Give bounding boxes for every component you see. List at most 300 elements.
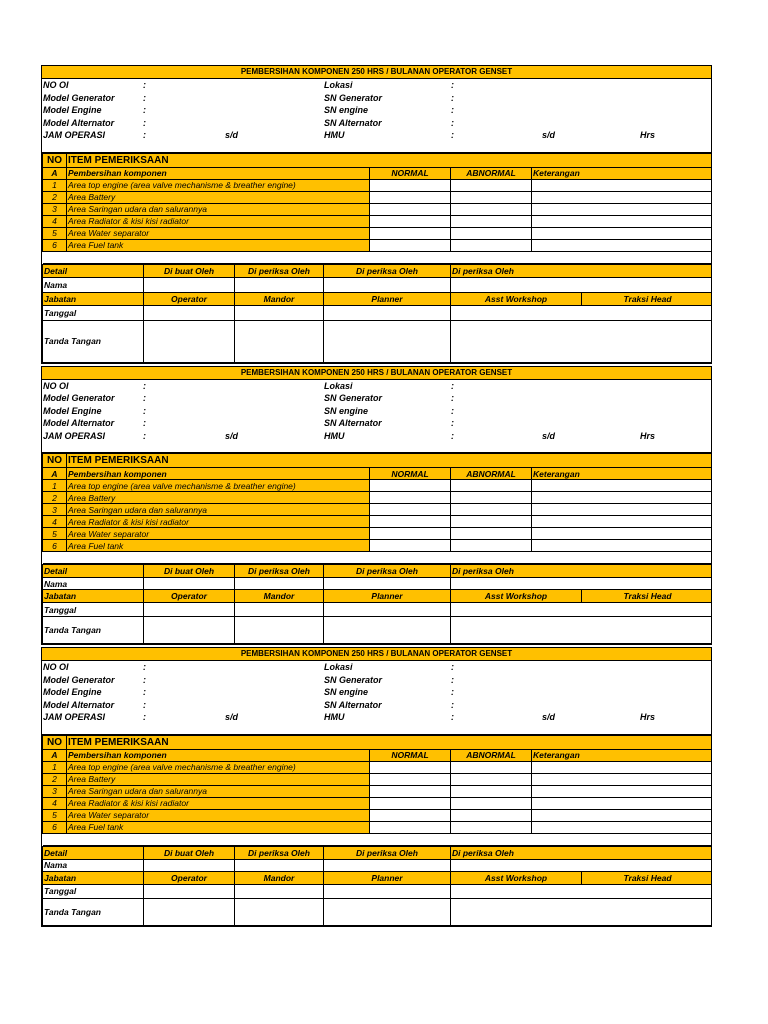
role-traksi-head: Traksi Head [582, 292, 713, 305]
signoff-tanda-tangan-row [43, 320, 713, 362]
signoff-table [42, 564, 712, 644]
normal-check-cell[interactable] [370, 179, 451, 191]
colon: : [143, 712, 146, 722]
label-tanda-tangan: Tanda Tangan [43, 320, 144, 362]
item-number: 2 [43, 191, 67, 203]
tanggal-operator-field[interactable] [144, 884, 235, 898]
section-label: Pembersihan komponen [67, 167, 370, 179]
normal-header: NORMAL [370, 749, 451, 761]
info-row-model-alternator [42, 117, 711, 130]
signoff-nama-row [43, 277, 713, 292]
keterangan-field[interactable] [532, 492, 713, 504]
role-operator: Operator [144, 292, 235, 305]
tanggal-asst-traksi-field[interactable] [451, 603, 713, 617]
form-title: PEMBERSIHAN KOMPONEN 250 HRS / BULANAN OPERATOR GENSET [42, 367, 711, 380]
label-di-periksa-oleh: Di periksa Oleh [451, 846, 713, 859]
check-item-row [43, 203, 713, 215]
keterangan-header: Keterangan [532, 749, 713, 761]
label-lokasi: Lokasi [324, 662, 353, 672]
info-row-no-oi [42, 661, 711, 674]
signature-mandor-field[interactable] [235, 617, 324, 644]
abnormal-check-cell[interactable] [451, 203, 532, 215]
normal-check-cell[interactable] [370, 239, 451, 251]
role-planner: Planner [324, 590, 451, 603]
item-number: 3 [43, 504, 67, 516]
item-header: ITEM PEMERIKSAAN [67, 153, 713, 167]
label-hmu: HMU [324, 430, 345, 441]
label-jam-operasi: JAM OPERASI [43, 130, 106, 140]
keterangan-field[interactable] [532, 179, 713, 191]
abnormal-check-cell[interactable] [451, 516, 532, 528]
label-sd: s/d [542, 712, 556, 722]
item-label: Area top engine (area valve mechanisme & breather engine) [67, 179, 370, 191]
label-model-alternator: Model Alternator [43, 117, 115, 128]
normal-check-cell[interactable] [370, 516, 451, 528]
label-nama: Nama [43, 578, 144, 590]
normal-check-cell[interactable] [370, 821, 451, 833]
keterangan-field[interactable] [532, 821, 713, 833]
label-tanda-tangan: Tanda Tangan [43, 617, 144, 644]
keterangan-field[interactable] [532, 761, 713, 773]
tanggal-planner-field[interactable] [324, 305, 451, 320]
keterangan-field[interactable] [532, 191, 713, 203]
label-sn-alternator: SN Alternator [324, 117, 382, 128]
keterangan-field[interactable] [532, 809, 713, 821]
abnormal-check-cell[interactable] [451, 179, 532, 191]
info-block [42, 661, 711, 735]
nama-planner-field[interactable] [324, 578, 451, 590]
signature-mandor-field[interactable] [235, 320, 324, 362]
normal-check-cell[interactable] [370, 191, 451, 203]
label-sn-generator: SN Generator [324, 674, 383, 685]
colon: : [451, 712, 454, 722]
abnormal-header: ABNORMAL [451, 468, 532, 480]
check-item-row [43, 785, 713, 797]
item-label: Area Saringan udara dan salurannya [67, 203, 370, 215]
signature-planner-field[interactable] [324, 617, 451, 644]
info-row-no-oi [42, 380, 711, 393]
colon: : [451, 662, 454, 672]
signature-planner-field[interactable] [324, 320, 451, 362]
item-label: Area Fuel tank [67, 540, 370, 552]
signoff-jabatan-row [43, 871, 713, 884]
inspection-form [41, 65, 712, 364]
table-spacer-row [43, 552, 713, 564]
normal-check-cell[interactable] [370, 797, 451, 809]
label-jabatan: Jabatan [43, 292, 144, 305]
abnormal-check-cell[interactable] [451, 797, 532, 809]
info-row-no-oi [42, 79, 711, 92]
check-item-row [43, 492, 713, 504]
colon: : [451, 699, 454, 710]
label-nama: Nama [43, 859, 144, 871]
item-label: Area Water separator [67, 528, 370, 540]
colon: : [451, 687, 454, 697]
label-di-periksa-oleh: Di periksa Oleh [324, 264, 451, 277]
nama-operator-field[interactable] [144, 578, 235, 590]
normal-check-cell[interactable] [370, 785, 451, 797]
inspection-table [42, 153, 712, 264]
colon: : [451, 117, 454, 128]
normal-check-cell[interactable] [370, 492, 451, 504]
section-letter: A [43, 468, 67, 480]
abnormal-check-cell[interactable] [451, 785, 532, 797]
keterangan-field[interactable] [532, 480, 713, 492]
signoff-tanda-tangan-row [43, 898, 713, 925]
label-model-generator: Model Generator [43, 393, 115, 403]
label-sn-alternator: SN Alternator [324, 699, 382, 710]
signature-asst-traksi-field[interactable] [451, 617, 713, 644]
item-label: Area Water separator [67, 227, 370, 239]
abnormal-check-cell[interactable] [451, 809, 532, 821]
tanggal-mandor-field[interactable] [235, 305, 324, 320]
items-body [43, 179, 713, 251]
signoff-tanggal-row [43, 603, 713, 617]
colon: : [143, 674, 146, 685]
signature-operator-field[interactable] [144, 898, 235, 925]
table-header-row [43, 735, 713, 749]
inspection-form [41, 647, 712, 927]
label-di-periksa-oleh: Di periksa Oleh [451, 565, 713, 578]
role-mandor: Mandor [235, 871, 324, 884]
label-sd: s/d [542, 130, 556, 140]
label-jam-operasi: JAM OPERASI [43, 712, 106, 722]
tanggal-asst-traksi-field[interactable] [451, 884, 713, 898]
section-row [43, 468, 713, 480]
signoff-tanggal-row [43, 305, 713, 320]
label-sn-engine: SN engine [324, 687, 369, 697]
label-di-periksa-oleh: Di periksa Oleh [324, 846, 451, 859]
item-number: 2 [43, 773, 67, 785]
label-model-engine: Model Engine [43, 405, 102, 416]
label-hrs: Hrs [640, 712, 656, 722]
colon: : [451, 92, 454, 103]
inspection-table [42, 453, 712, 564]
info-row-model-generator [42, 674, 711, 687]
items-body [43, 480, 713, 552]
role-mandor: Mandor [235, 590, 324, 603]
abnormal-check-cell[interactable] [451, 191, 532, 203]
nama-mandor-field[interactable] [235, 277, 324, 292]
label-jam-operasi: JAM OPERASI [43, 430, 106, 441]
table-header-row [43, 454, 713, 468]
colon: : [451, 405, 454, 416]
label-sn-generator: SN Generator [324, 92, 383, 103]
check-item-row [43, 540, 713, 552]
abnormal-check-cell[interactable] [451, 821, 532, 833]
nama-mandor-field[interactable] [235, 578, 324, 590]
keterangan-field[interactable] [532, 528, 713, 540]
abnormal-check-cell[interactable] [451, 761, 532, 773]
label-di-buat-oleh: Di buat Oleh [144, 264, 235, 277]
label-di-periksa-oleh: Di periksa Oleh [324, 565, 451, 578]
item-number: 6 [43, 239, 67, 251]
signoff-jabatan-row [43, 590, 713, 603]
colon: : [143, 662, 146, 672]
abnormal-check-cell[interactable] [451, 215, 532, 227]
label-model-generator: Model Generator [43, 674, 115, 685]
colon: : [143, 80, 146, 90]
tanggal-mandor-field[interactable] [235, 884, 324, 898]
abnormal-check-cell[interactable] [451, 227, 532, 239]
keterangan-field[interactable] [532, 785, 713, 797]
role-planner: Planner [324, 292, 451, 305]
normal-header: NORMAL [370, 167, 451, 179]
keterangan-field[interactable] [532, 227, 713, 239]
colon: : [451, 80, 454, 90]
label-sd: s/d [542, 430, 556, 441]
signoff-tanda-tangan-row [43, 617, 713, 644]
check-item-row [43, 480, 713, 492]
signoff-tanggal-row [43, 884, 713, 898]
check-item-row [43, 215, 713, 227]
label-di-periksa-oleh: Di periksa Oleh [235, 565, 324, 578]
normal-check-cell[interactable] [370, 540, 451, 552]
info-row-model-alternator [42, 417, 711, 430]
colon: : [143, 430, 146, 441]
colon: : [143, 393, 146, 403]
item-label: Area Radiator & kisi kisi radiator [67, 215, 370, 227]
keterangan-field[interactable] [532, 540, 713, 552]
role-operator: Operator [144, 590, 235, 603]
item-number: 6 [43, 821, 67, 833]
item-number: 5 [43, 809, 67, 821]
label-di-buat-oleh: Di buat Oleh [144, 565, 235, 578]
tanggal-planner-field[interactable] [324, 603, 451, 617]
normal-check-cell[interactable] [370, 227, 451, 239]
colon: : [451, 674, 454, 685]
tanggal-operator-field[interactable] [144, 305, 235, 320]
keterangan-header: Keterangan [532, 167, 713, 179]
keterangan-header: Keterangan [532, 468, 713, 480]
item-number: 4 [43, 215, 67, 227]
signoff-detail-row [43, 565, 713, 578]
nama-asst-traksi-field[interactable] [451, 277, 713, 292]
label-jabatan: Jabatan [43, 871, 144, 884]
nama-asst-traksi-field[interactable] [451, 578, 713, 590]
label-no-oi: NO OI [43, 80, 69, 90]
tanggal-operator-field[interactable] [144, 603, 235, 617]
keterangan-field[interactable] [532, 797, 713, 809]
abnormal-header: ABNORMAL [451, 749, 532, 761]
check-item-row [43, 773, 713, 785]
spacer [42, 442, 711, 453]
item-number: 1 [43, 480, 67, 492]
colon: : [143, 380, 146, 391]
abnormal-check-cell[interactable] [451, 773, 532, 785]
check-item-row [43, 504, 713, 516]
signoff-nama-row [43, 578, 713, 590]
no-header: NO [43, 735, 67, 749]
check-item-row [43, 516, 713, 528]
keterangan-field[interactable] [532, 773, 713, 785]
section-row [43, 749, 713, 761]
item-label: Area Battery [67, 191, 370, 203]
abnormal-check-cell[interactable] [451, 540, 532, 552]
nama-operator-field[interactable] [144, 277, 235, 292]
form-title: PEMBERSIHAN KOMPONEN 250 HRS / BULANAN OPERATOR GENSET [42, 66, 711, 79]
colon: : [143, 699, 146, 710]
colon: : [143, 117, 146, 128]
table-spacer-row [43, 251, 713, 263]
label-hmu: HMU [324, 130, 345, 140]
item-label: Area top engine (area valve mechanisme & breather engine) [67, 480, 370, 492]
label-detail: Detail [43, 565, 144, 578]
check-item-row [43, 179, 713, 191]
item-number: 6 [43, 540, 67, 552]
label-di-buat-oleh: Di buat Oleh [144, 846, 235, 859]
label-model-engine: Model Engine [43, 105, 102, 115]
item-number: 4 [43, 797, 67, 809]
label-lokasi: Lokasi [324, 380, 353, 391]
abnormal-check-cell[interactable] [451, 239, 532, 251]
spacer [42, 724, 711, 735]
role-traksi-head: Traksi Head [582, 871, 713, 884]
section-row [43, 167, 713, 179]
label-tanggal: Tanggal [43, 305, 144, 320]
nama-planner-field[interactable] [324, 859, 451, 871]
info-block [42, 79, 711, 153]
label-sn-engine: SN engine [324, 105, 369, 115]
nama-mandor-field[interactable] [235, 859, 324, 871]
signature-mandor-field[interactable] [235, 898, 324, 925]
abnormal-check-cell[interactable] [451, 528, 532, 540]
label-sd: s/d [225, 430, 239, 441]
signoff-jabatan-row [43, 292, 713, 305]
item-label: Area Radiator & kisi kisi radiator [67, 797, 370, 809]
normal-check-cell[interactable] [370, 809, 451, 821]
item-label: Area Water separator [67, 809, 370, 821]
role-mandor: Mandor [235, 292, 324, 305]
normal-check-cell[interactable] [370, 773, 451, 785]
check-item-row [43, 239, 713, 251]
nama-asst-traksi-field[interactable] [451, 859, 713, 871]
tanggal-asst-traksi-field[interactable] [451, 305, 713, 320]
label-sd: s/d [225, 130, 239, 140]
role-asst-workshop: Asst Workshop [451, 590, 582, 603]
item-header: ITEM PEMERIKSAAN [67, 454, 713, 468]
colon: : [143, 105, 146, 115]
item-label: Area Fuel tank [67, 821, 370, 833]
abnormal-check-cell[interactable] [451, 480, 532, 492]
abnormal-header: ABNORMAL [451, 167, 532, 179]
section-letter: A [43, 749, 67, 761]
label-sn-generator: SN Generator [324, 393, 383, 403]
item-label: Area Saringan udara dan salurannya [67, 785, 370, 797]
tanggal-mandor-field[interactable] [235, 603, 324, 617]
info-block [42, 380, 711, 454]
label-sn-engine: SN engine [324, 405, 369, 416]
normal-check-cell[interactable] [370, 761, 451, 773]
nama-operator-field[interactable] [144, 859, 235, 871]
colon: : [143, 130, 146, 140]
label-detail: Detail [43, 264, 144, 277]
role-asst-workshop: Asst Workshop [451, 871, 582, 884]
label-tanda-tangan: Tanda Tangan [43, 898, 144, 925]
label-tanggal: Tanggal [43, 603, 144, 617]
check-item-row [43, 528, 713, 540]
item-label: Area top engine (area valve mechanisme & breather engine) [67, 761, 370, 773]
keterangan-field[interactable] [532, 239, 713, 251]
keterangan-field[interactable] [532, 504, 713, 516]
item-header: ITEM PEMERIKSAAN [67, 735, 713, 749]
label-sn-alternator: SN Alternator [324, 418, 382, 428]
section-letter: A [43, 167, 67, 179]
label-sd: s/d [225, 712, 239, 722]
info-row-model-engine [42, 104, 711, 117]
form-title: PEMBERSIHAN KOMPONEN 250 HRS / BULANAN OPERATOR GENSET [42, 648, 711, 661]
item-number: 5 [43, 528, 67, 540]
colon: : [143, 418, 146, 428]
spacer [42, 142, 711, 153]
colon: : [451, 105, 454, 115]
info-row-jam-operasi [42, 129, 711, 142]
label-model-generator: Model Generator [43, 92, 115, 103]
item-number: 4 [43, 516, 67, 528]
tanggal-planner-field[interactable] [324, 884, 451, 898]
info-row-model-engine [42, 686, 711, 699]
normal-header: NORMAL [370, 468, 451, 480]
item-label: Area Battery [67, 492, 370, 504]
inspection-form [41, 366, 712, 646]
label-detail: Detail [43, 846, 144, 859]
check-item-row [43, 227, 713, 239]
label-no-oi: NO OI [43, 662, 69, 672]
signature-operator-field[interactable] [144, 320, 235, 362]
colon: : [143, 687, 146, 697]
item-label: Area Fuel tank [67, 239, 370, 251]
check-item-row [43, 809, 713, 821]
keterangan-field[interactable] [532, 203, 713, 215]
item-label: Area Battery [67, 773, 370, 785]
check-item-row [43, 821, 713, 833]
signature-planner-field[interactable] [324, 898, 451, 925]
info-row-model-engine [42, 405, 711, 418]
signature-operator-field[interactable] [144, 617, 235, 644]
no-header: NO [43, 153, 67, 167]
normal-check-cell[interactable] [370, 203, 451, 215]
section-label: Pembersihan komponen [67, 749, 370, 761]
signoff-nama-row [43, 859, 713, 871]
keterangan-field[interactable] [532, 516, 713, 528]
colon: : [143, 405, 146, 416]
label-model-alternator: Model Alternator [43, 418, 115, 428]
signature-asst-traksi-field[interactable] [451, 320, 713, 362]
signoff-detail-row [43, 846, 713, 859]
nama-planner-field[interactable] [324, 277, 451, 292]
label-hmu: HMU [324, 712, 345, 722]
normal-check-cell[interactable] [370, 528, 451, 540]
keterangan-field[interactable] [532, 215, 713, 227]
normal-check-cell[interactable] [370, 504, 451, 516]
no-header: NO [43, 454, 67, 468]
info-row-model-generator [42, 92, 711, 105]
role-planner: Planner [324, 871, 451, 884]
normal-check-cell[interactable] [370, 215, 451, 227]
item-number: 5 [43, 227, 67, 239]
colon: : [451, 430, 454, 441]
signoff-table [42, 846, 712, 926]
table-header-row [43, 153, 713, 167]
signoff-table [42, 264, 712, 363]
signature-asst-traksi-field[interactable] [451, 898, 713, 925]
abnormal-check-cell[interactable] [451, 492, 532, 504]
normal-check-cell[interactable] [370, 480, 451, 492]
info-row-model-generator [42, 392, 711, 405]
signoff-detail-row [43, 264, 713, 277]
item-label: Area Saringan udara dan salurannya [67, 504, 370, 516]
abnormal-check-cell[interactable] [451, 504, 532, 516]
